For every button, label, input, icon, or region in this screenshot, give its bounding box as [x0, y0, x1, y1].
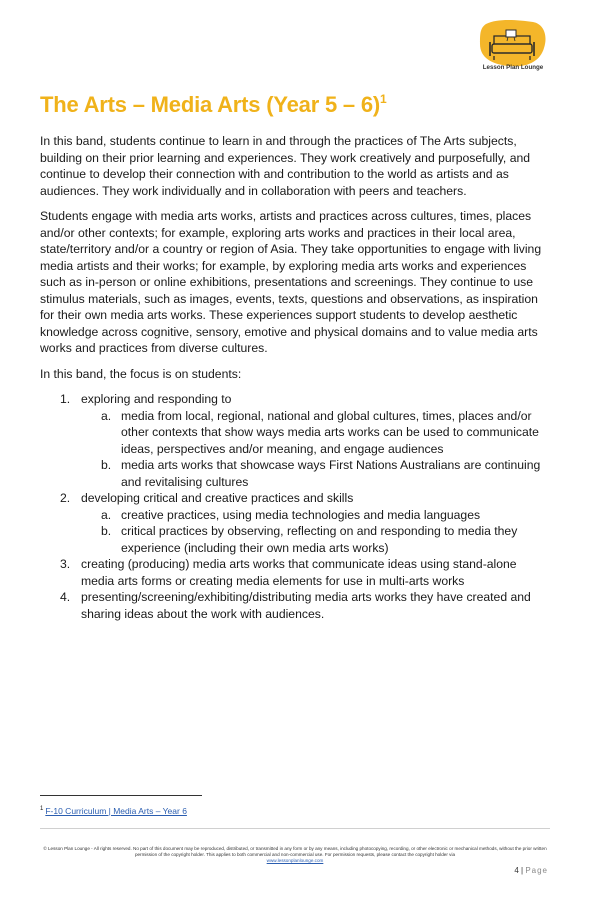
- page-label: Page: [525, 866, 548, 875]
- footer-divider: [40, 828, 550, 829]
- paragraph-engagement: Students engage with media arts works, artists and practices across cultures, times, places and/or other contexts; for example, exploring arts works and practices in their local area, state/territory and/or a country or region of Asia. They take opportunities to engage with living media artists and their works; for example, by exploring media arts works and experiences such as in-person or online exhibitions, presentations and screenings. They continue to use stimulus materials, such as images, events, texts, questions and observations, as inspiration for their own media arts works. These experiences support students to develop aesthetic knowledge across cognitive, sensory, emotive and physical domains and to value media arts works and practices from diverse cultures.: [40, 209, 542, 355]
- list-number: 3.: [60, 557, 71, 571]
- page-number-value: 4: [514, 866, 519, 875]
- sub-item-text: media from local, regional, national and global cultures, times, places and/or other contexts that show ways media arts works can be used to communicate ideas, perspectives and/or meaning, and engage audiences: [121, 408, 539, 456]
- list-item: [40, 556, 550, 589]
- list-number: 1.: [60, 392, 71, 406]
- list-letter: b.: [101, 524, 112, 538]
- sub-list-item: [40, 507, 550, 524]
- list-number: 2.: [60, 491, 71, 505]
- sub-item-text: critical practices by observing, reflecting on and responding to media they experience (including their own media arts works): [121, 524, 518, 555]
- title-footnote-ref[interactable]: 1: [380, 92, 387, 106]
- list-item-text: exploring and responding to: [81, 392, 232, 406]
- list-letter: b.: [101, 458, 112, 472]
- footnote-link[interactable]: F-10 Curriculum | Media Arts – Year 6: [45, 806, 187, 816]
- list-number: 4.: [60, 590, 71, 604]
- sub-item-text: creative practices, using media technologies and media languages: [121, 507, 481, 522]
- paragraph-focus-intro: In this band, the focus is on students:: [40, 367, 242, 381]
- copyright-text: © Lesson Plan Lounge - All rights reserved. No part of this document may be reproduced, distributed, or transmitted in any form or by any means, including photocopying, recording, or other electronic or mechanical methods, without the prior written permission of the copyright holder. This applies to both commercial and non-commercial use. For permission requests, please contact the copyright holder via: [43, 846, 547, 858]
- focus-list-container: [40, 391, 550, 622]
- logo-caption: Lesson Plan Lounge: [482, 64, 544, 71]
- sub-item-text: media arts works that showcase ways First Nations Australians are continuing and revitalising cultures: [121, 458, 541, 489]
- list-item-text: creating (producing) media arts works that communicate ideas using stand-alone media arts forms or creating media elements for use in multi-arts works: [81, 557, 517, 588]
- footnote: [40, 806, 187, 816]
- focus-intro: [40, 366, 550, 383]
- sub-list-item: [40, 408, 550, 458]
- list-item: [40, 391, 550, 408]
- list-item: [40, 490, 550, 507]
- copyright-notice: [40, 846, 550, 865]
- list-item-text: presenting/screening/exhibiting/distributing media arts works they have created and sharing ideas about the work with audiences.: [81, 590, 531, 621]
- focus-list: [40, 391, 550, 622]
- page-title: [40, 92, 387, 118]
- page-number: 4 | Page: [514, 866, 548, 875]
- page-title-text: The Arts – Media Arts (Year 5 – 6): [40, 92, 381, 117]
- engagement-paragraph: [40, 208, 550, 357]
- list-item-text: developing critical and creative practices and skills: [81, 491, 354, 505]
- list-letter: a.: [101, 408, 112, 423]
- list-letter: a.: [101, 507, 112, 522]
- footnote-number: 1: [40, 806, 44, 812]
- sub-list-item: [40, 523, 550, 556]
- sub-list-item: [40, 457, 550, 490]
- paragraph-intro: In this band, students continue to learn in and through the practices of The Arts subjects, building on their prior learning and experiences. They work creatively and purposefully, and continue to develop their connection with and contribution to the world as artists and as audiences. They work individually and in collaboration with peers and teachers.: [40, 134, 531, 198]
- website-link[interactable]: www.lessonplanlounge.com: [266, 858, 324, 864]
- intro-paragraph: [40, 133, 550, 199]
- footnote-divider: [40, 795, 202, 796]
- list-item: [40, 589, 550, 622]
